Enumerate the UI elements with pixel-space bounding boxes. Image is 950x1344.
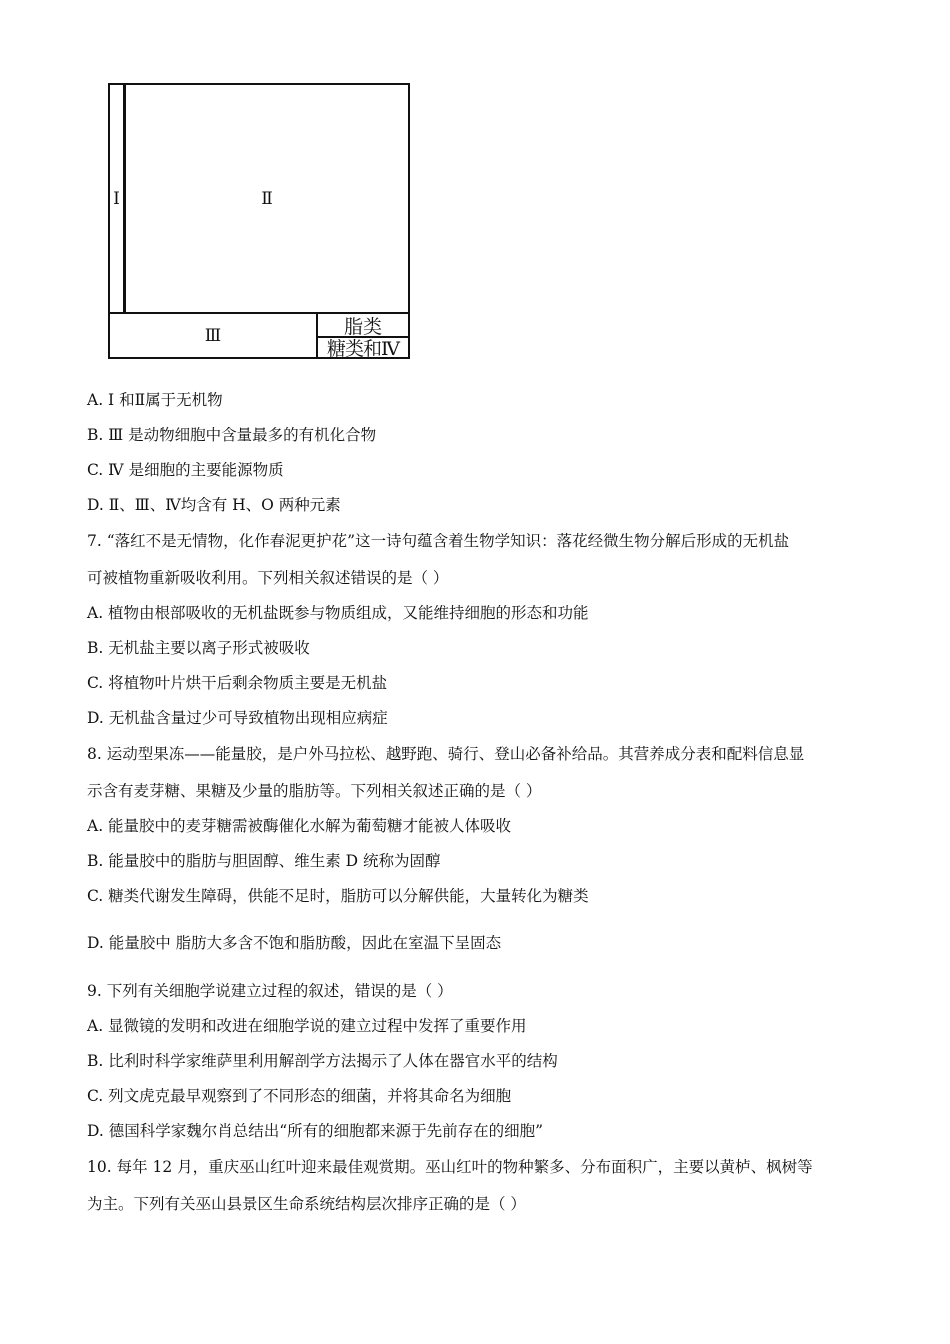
- q7-stem-line1: 7. “落红不是无情物，化作春泥更护花”这一诗句蕴含着生物学知识：落花经微生物分解后形成的无机盐: [87, 532, 790, 550]
- region-iii-label: Ⅲ: [204, 325, 222, 346]
- q7-option-a: A. 植物由根部吸收的无机盐既参与物质组成，又能维持细胞的形态和功能: [87, 604, 589, 622]
- q6-option-c: C. Ⅳ 是细胞的主要能源物质: [87, 461, 284, 479]
- region-lipid-label: 脂类: [343, 315, 382, 338]
- q8-option-a: A. 能量胶中的麦芽糖需被酶催化水解为葡萄糖才能被人体吸收: [87, 817, 512, 835]
- q8-option-b: B. 能量胶中的脂肪与胆固醇、维生素 D 统称为固醇: [87, 852, 441, 870]
- q8-option-d: D. 能量胶中 脂肪大多含不饱和脂肪酸，因此在室温下呈固态: [87, 934, 502, 952]
- q7-option-d: D. 无机盐含量过少可导致植物出现相应病症: [87, 709, 388, 727]
- q9-option-b: B. 比利时科学家维萨里利用解剖学方法揭示了人体在器官水平的结构: [87, 1052, 558, 1070]
- q9-option-c: C. 列文虎克最早观察到了不同形态的细菌，并将其命名为细胞: [87, 1087, 512, 1105]
- q9-stem: 9. 下列有关细胞学说建立过程的叙述，错误的是（ ）: [87, 982, 453, 1000]
- q10-stem-line1: 10. 每年 12 月，重庆巫山红叶迎来最佳观赏期。巫山红叶的物种繁多、分布面积广，主要以黄栌、枫树等: [87, 1158, 813, 1176]
- q9-option-d: D. 德国科学家魏尔肖总结出“所有的细胞都来源于先前存在的细胞”: [87, 1122, 544, 1140]
- q7-stem-line2: 可被植物重新吸收利用。下列相关叙述错误的是（ ）: [87, 569, 449, 587]
- q7-option-c: C. 将植物叶片烘干后剩余物质主要是无机盐: [87, 674, 388, 692]
- region-i-label: Ⅰ: [113, 188, 120, 209]
- region-lipid: [318, 312, 408, 336]
- compound-composition-diagram: [108, 83, 410, 359]
- q7-option-b: B. 无机盐主要以离子形式被吸收: [87, 639, 310, 657]
- region-ii: [126, 85, 408, 312]
- q9-option-a: A. 显微镜的发明和改进在细胞学说的建立过程中发挥了重要作用: [87, 1017, 527, 1035]
- q10-stem-line2: 为主。下列有关巫山县景区生命系统结构层次排序正确的是（ ）: [87, 1195, 526, 1213]
- q8-stem-line2: 示含有麦芽糖、果糖及少量的脂肪等。下列相关叙述正确的是（ ）: [87, 782, 542, 800]
- region-i: [110, 85, 126, 312]
- region-iii: [110, 312, 318, 357]
- q6-option-d: D. Ⅱ、Ⅲ、Ⅳ均含有 H、O 两种元素: [87, 496, 341, 514]
- q6-option-b: B. Ⅲ 是动物细胞中含量最多的有机化合物: [87, 426, 377, 444]
- q8-stem-line1: 8. 运动型果冻——能量胶，是户外马拉松、越野跑、骑行、登山必备补给品。其营养成分表和配料信息显: [87, 745, 805, 763]
- region-ii-label: Ⅱ: [261, 188, 273, 209]
- q6-option-a: A. Ⅰ 和Ⅱ属于无机物: [87, 391, 223, 409]
- region-sugar-iv-label: 糖类和Ⅳ: [327, 338, 399, 360]
- region-sugar-iv: [318, 336, 408, 360]
- q8-option-c: C. 糖类代谢发生障碍，供能不足时，脂肪可以分解供能，大量转化为糖类: [87, 887, 589, 905]
